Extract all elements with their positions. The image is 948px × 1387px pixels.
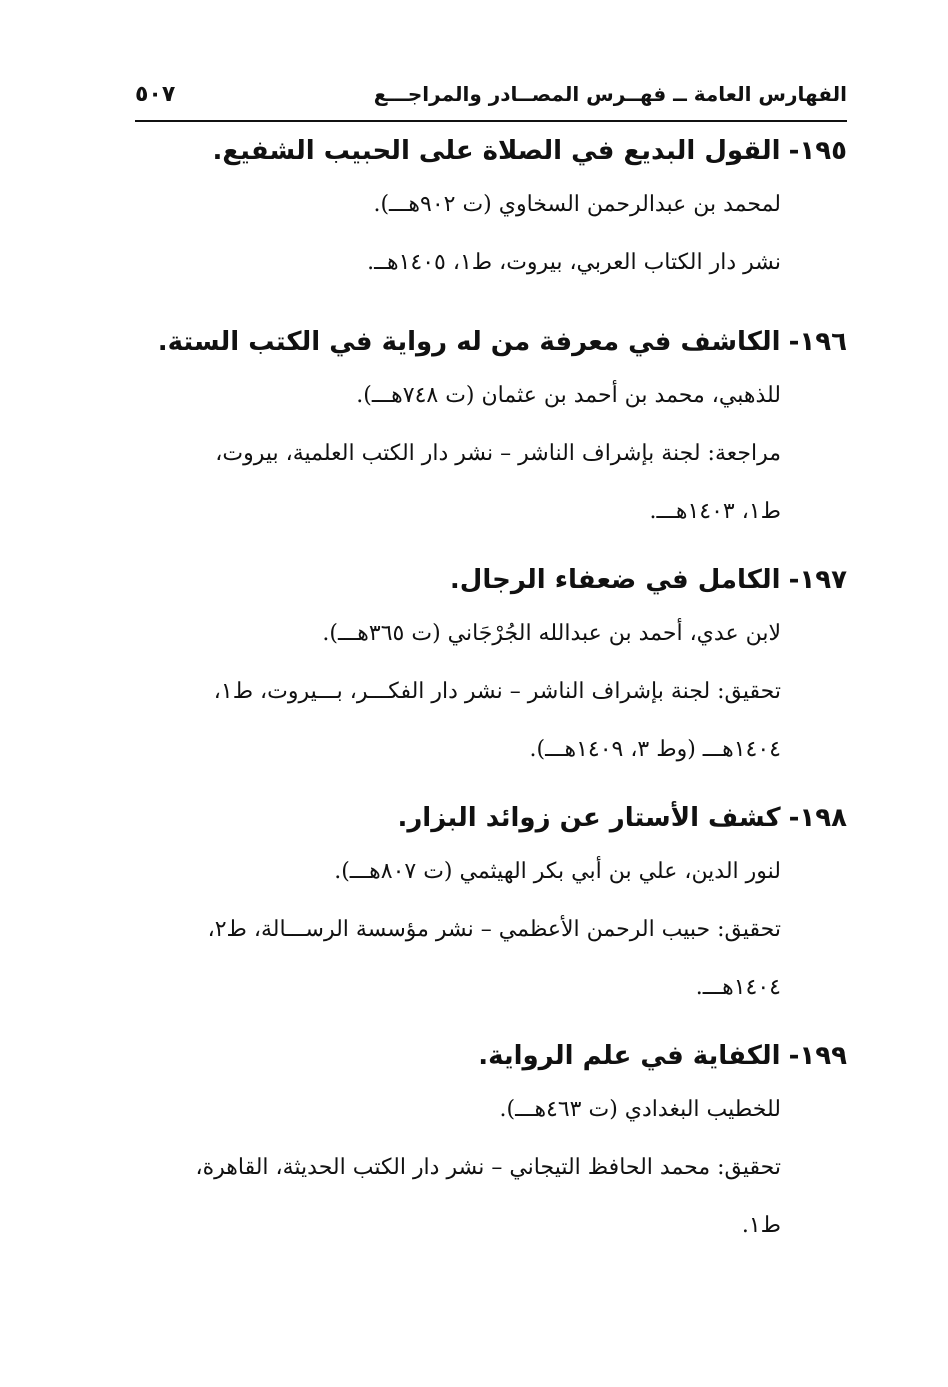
bibliography-entry-196 xyxy=(135,317,847,541)
entry-title-text: كشف الأستار عن زوائد البزار. xyxy=(397,803,781,833)
entry-number: ١٩٥- xyxy=(788,136,847,166)
bibliography-entry-199 xyxy=(135,1031,847,1255)
entry-title-text: الكامل في ضعفاء الرجال. xyxy=(449,565,781,595)
entry-author-line: لمحمد بن عبدالرحمن السخاوي (ت ٩٠٢هـــ). xyxy=(373,192,781,217)
entry-title xyxy=(135,1031,847,1081)
running-header xyxy=(135,80,847,120)
page-number: ٥٠٧ xyxy=(135,82,176,107)
entry-number: ١٩٧- xyxy=(788,565,847,595)
entry-number: ١٩٩- xyxy=(788,1041,847,1071)
entry-publication-line: تحقيق: لجنة بإشراف الناشر – نشر دار الفكـــر، بـــيروت، ط١، xyxy=(213,679,781,704)
entry-title-text: القول البديع في الصلاة على الحبيب الشفيع. xyxy=(212,136,781,166)
bibliography-entry-197 xyxy=(135,555,847,779)
entry-publication-line: تحقيق: حبيب الرحمن الأعظمي – نشر مؤسسة الرســـالة، ط٢، xyxy=(207,917,781,942)
entry-title-text: الكفاية في علم الرواية. xyxy=(478,1041,781,1071)
entry-publication-line-cont: ط١، ١٤٠٣هـــ. xyxy=(649,499,781,524)
entry-publication-line-cont: ط١. xyxy=(741,1213,781,1238)
entry-publication-line: مراجعة: لجنة بإشراف الناشر – نشر دار الكتب العلمية، بيروت، xyxy=(215,441,781,466)
entry-publication-line: تحقيق: محمد الحافظ التيجاني – نشر دار الكتب الحديثة، القاهرة، xyxy=(195,1155,781,1180)
entry-title-text: الكاشف في معرفة من له رواية في الكتب الستة. xyxy=(157,327,781,357)
entry-publication-line-cont: ١٤٠٤هـــ (وط ٣، ١٤٠٩هـــ). xyxy=(529,737,781,762)
entry-author-line: للذهبي، محمد بن أحمد بن عثمان (ت ٧٤٨هـــ). xyxy=(356,383,781,408)
bibliography-entry-195 xyxy=(135,126,847,292)
bibliography-entry-198 xyxy=(135,793,847,1017)
entry-title xyxy=(135,317,847,367)
entry-title xyxy=(135,793,847,843)
entry-author-line: للخطيب البغدادي (ت ٤٦٣هـــ). xyxy=(499,1097,781,1122)
entry-title xyxy=(135,555,847,605)
entry-number: ١٩٦- xyxy=(788,327,847,357)
running-header-title: الفهارس العامة ــ فهــرس المصــادر والمراجـــع xyxy=(373,82,847,106)
entry-author-line: لنور الدين، علي بن أبي بكر الهيثمي (ت ٨٠٧هـــ). xyxy=(334,859,781,884)
header-divider xyxy=(135,120,847,122)
entry-publication-line: نشر دار الكتاب العربي، بيروت، ط١، ١٤٠٥هــ. xyxy=(367,250,781,275)
entry-title xyxy=(135,126,847,176)
entry-publication-line-cont: ١٤٠٤هـــ. xyxy=(695,975,781,1000)
entry-number: ١٩٨- xyxy=(788,803,847,833)
entry-author-line: لابن عدي، أحمد بن عبدالله الجُرْجَاني (ت ٣٦٥هـــ). xyxy=(322,621,781,646)
